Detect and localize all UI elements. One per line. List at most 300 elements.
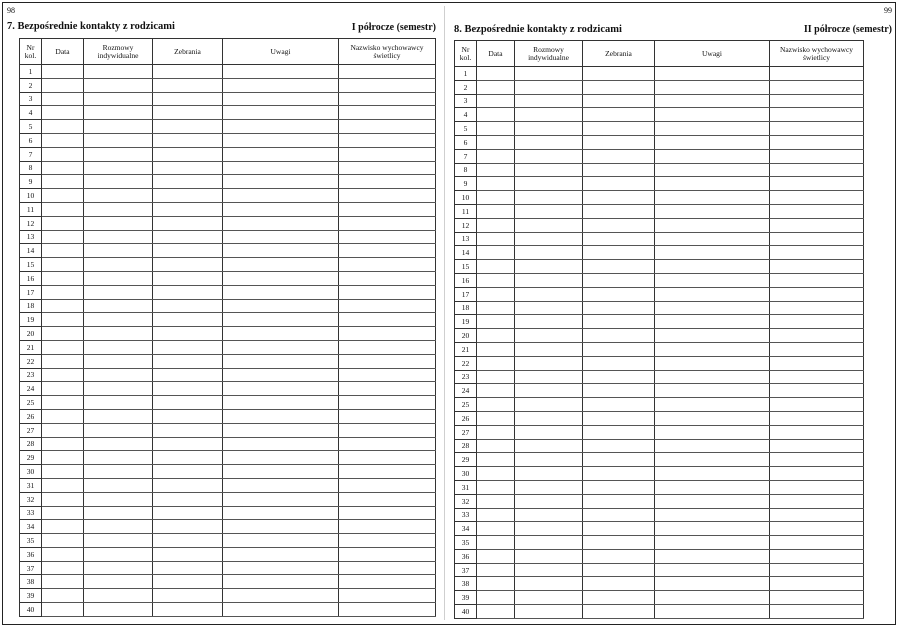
entry-cell[interactable]: [153, 437, 223, 451]
entry-cell[interactable]: [770, 329, 864, 343]
entry-cell[interactable]: [42, 603, 84, 617]
entry-cell[interactable]: [42, 520, 84, 534]
entry-cell[interactable]: [84, 78, 153, 92]
entry-cell[interactable]: [153, 285, 223, 299]
entry-cell[interactable]: [515, 356, 583, 370]
entry-cell[interactable]: [153, 368, 223, 382]
entry-cell[interactable]: [477, 508, 515, 522]
entry-cell[interactable]: [655, 204, 770, 218]
entry-cell[interactable]: [42, 258, 84, 272]
entry-cell[interactable]: [42, 575, 84, 589]
entry-cell[interactable]: [42, 175, 84, 189]
entry-cell[interactable]: [477, 80, 515, 94]
entry-cell[interactable]: [770, 204, 864, 218]
entry-cell[interactable]: [153, 271, 223, 285]
entry-cell[interactable]: [477, 315, 515, 329]
entry-cell[interactable]: [223, 327, 339, 341]
entry-cell[interactable]: [42, 354, 84, 368]
entry-cell[interactable]: [223, 271, 339, 285]
entry-cell[interactable]: [339, 327, 436, 341]
entry-cell[interactable]: [655, 191, 770, 205]
entry-cell[interactable]: [655, 246, 770, 260]
entry-cell[interactable]: [770, 122, 864, 136]
entry-cell[interactable]: [153, 506, 223, 520]
entry-cell[interactable]: [583, 467, 655, 481]
entry-cell[interactable]: [655, 439, 770, 453]
entry-cell[interactable]: [42, 340, 84, 354]
entry-cell[interactable]: [515, 135, 583, 149]
entry-cell[interactable]: [339, 230, 436, 244]
entry-cell[interactable]: [515, 67, 583, 81]
entry-cell[interactable]: [770, 287, 864, 301]
entry-cell[interactable]: [515, 467, 583, 481]
entry-cell[interactable]: [477, 94, 515, 108]
entry-cell[interactable]: [153, 65, 223, 79]
entry-cell[interactable]: [477, 480, 515, 494]
entry-cell[interactable]: [655, 536, 770, 550]
entry-cell[interactable]: [153, 575, 223, 589]
entry-cell[interactable]: [339, 465, 436, 479]
entry-cell[interactable]: [42, 327, 84, 341]
entry-cell[interactable]: [770, 356, 864, 370]
entry-cell[interactable]: [223, 368, 339, 382]
entry-cell[interactable]: [477, 260, 515, 274]
entry-cell[interactable]: [153, 354, 223, 368]
entry-cell[interactable]: [339, 437, 436, 451]
entry-cell[interactable]: [42, 92, 84, 106]
entry-cell[interactable]: [515, 232, 583, 246]
entry-cell[interactable]: [153, 547, 223, 561]
entry-cell[interactable]: [223, 520, 339, 534]
entry-cell[interactable]: [153, 244, 223, 258]
entry-cell[interactable]: [339, 382, 436, 396]
entry-cell[interactable]: [153, 382, 223, 396]
entry-cell[interactable]: [477, 356, 515, 370]
entry-cell[interactable]: [42, 78, 84, 92]
entry-cell[interactable]: [153, 396, 223, 410]
entry-cell[interactable]: [223, 575, 339, 589]
entry-cell[interactable]: [515, 494, 583, 508]
entry-cell[interactable]: [339, 271, 436, 285]
entry-cell[interactable]: [223, 78, 339, 92]
entry-cell[interactable]: [770, 218, 864, 232]
entry-cell[interactable]: [477, 536, 515, 550]
entry-cell[interactable]: [339, 340, 436, 354]
entry-cell[interactable]: [770, 411, 864, 425]
entry-cell[interactable]: [770, 563, 864, 577]
entry-cell[interactable]: [339, 285, 436, 299]
entry-cell[interactable]: [223, 492, 339, 506]
entry-cell[interactable]: [153, 202, 223, 216]
entry-cell[interactable]: [42, 561, 84, 575]
entry-cell[interactable]: [84, 561, 153, 575]
entry-cell[interactable]: [770, 163, 864, 177]
entry-cell[interactable]: [339, 575, 436, 589]
entry-cell[interactable]: [84, 575, 153, 589]
entry-cell[interactable]: [339, 161, 436, 175]
entry-cell[interactable]: [84, 437, 153, 451]
entry-cell[interactable]: [42, 589, 84, 603]
entry-cell[interactable]: [339, 368, 436, 382]
entry-cell[interactable]: [84, 92, 153, 106]
entry-cell[interactable]: [655, 122, 770, 136]
entry-cell[interactable]: [42, 133, 84, 147]
entry-cell[interactable]: [477, 67, 515, 81]
entry-cell[interactable]: [42, 396, 84, 410]
entry-cell[interactable]: [84, 547, 153, 561]
entry-cell[interactable]: [339, 120, 436, 134]
entry-cell[interactable]: [153, 561, 223, 575]
entry-cell[interactable]: [477, 204, 515, 218]
entry-cell[interactable]: [477, 287, 515, 301]
entry-cell[interactable]: [770, 425, 864, 439]
entry-cell[interactable]: [515, 508, 583, 522]
entry-cell[interactable]: [583, 563, 655, 577]
entry-cell[interactable]: [42, 65, 84, 79]
entry-cell[interactable]: [42, 478, 84, 492]
entry-cell[interactable]: [515, 536, 583, 550]
entry-cell[interactable]: [84, 603, 153, 617]
entry-cell[interactable]: [655, 398, 770, 412]
entry-cell[interactable]: [770, 177, 864, 191]
entry-cell[interactable]: [223, 285, 339, 299]
entry-cell[interactable]: [515, 301, 583, 315]
entry-cell[interactable]: [84, 340, 153, 354]
entry-cell[interactable]: [223, 465, 339, 479]
entry-cell[interactable]: [84, 327, 153, 341]
entry-cell[interactable]: [339, 506, 436, 520]
entry-cell[interactable]: [84, 354, 153, 368]
entry-cell[interactable]: [42, 547, 84, 561]
entry-cell[interactable]: [583, 384, 655, 398]
entry-cell[interactable]: [42, 437, 84, 451]
entry-cell[interactable]: [655, 522, 770, 536]
entry-cell[interactable]: [339, 78, 436, 92]
entry-cell[interactable]: [515, 287, 583, 301]
entry-cell[interactable]: [770, 453, 864, 467]
entry-cell[interactable]: [84, 465, 153, 479]
entry-cell[interactable]: [42, 271, 84, 285]
entry-cell[interactable]: [339, 547, 436, 561]
entry-cell[interactable]: [84, 202, 153, 216]
entry-cell[interactable]: [42, 244, 84, 258]
entry-cell[interactable]: [770, 577, 864, 591]
entry-cell[interactable]: [477, 439, 515, 453]
entry-cell[interactable]: [477, 494, 515, 508]
entry-cell[interactable]: [583, 94, 655, 108]
entry-cell[interactable]: [223, 230, 339, 244]
entry-cell[interactable]: [477, 342, 515, 356]
entry-cell[interactable]: [515, 149, 583, 163]
entry-cell[interactable]: [42, 106, 84, 120]
entry-cell[interactable]: [223, 202, 339, 216]
entry-cell[interactable]: [84, 216, 153, 230]
entry-cell[interactable]: [515, 273, 583, 287]
entry-cell[interactable]: [223, 65, 339, 79]
entry-cell[interactable]: [84, 534, 153, 548]
entry-cell[interactable]: [339, 106, 436, 120]
entry-cell[interactable]: [583, 508, 655, 522]
entry-cell[interactable]: [477, 218, 515, 232]
entry-cell[interactable]: [339, 589, 436, 603]
entry-cell[interactable]: [153, 534, 223, 548]
entry-cell[interactable]: [515, 122, 583, 136]
entry-cell[interactable]: [84, 299, 153, 313]
entry-cell[interactable]: [42, 492, 84, 506]
entry-cell[interactable]: [583, 439, 655, 453]
entry-cell[interactable]: [339, 313, 436, 327]
entry-cell[interactable]: [339, 396, 436, 410]
entry-cell[interactable]: [515, 398, 583, 412]
entry-cell[interactable]: [223, 313, 339, 327]
entry-cell[interactable]: [477, 122, 515, 136]
entry-cell[interactable]: [583, 494, 655, 508]
entry-cell[interactable]: [477, 329, 515, 343]
entry-cell[interactable]: [223, 547, 339, 561]
entry-cell[interactable]: [42, 299, 84, 313]
entry-cell[interactable]: [84, 285, 153, 299]
entry-cell[interactable]: [42, 216, 84, 230]
entry-cell[interactable]: [223, 423, 339, 437]
entry-cell[interactable]: [655, 94, 770, 108]
entry-cell[interactable]: [223, 120, 339, 134]
entry-cell[interactable]: [84, 271, 153, 285]
entry-cell[interactable]: [477, 232, 515, 246]
entry-cell[interactable]: [153, 299, 223, 313]
entry-cell[interactable]: [84, 589, 153, 603]
entry-cell[interactable]: [655, 108, 770, 122]
entry-cell[interactable]: [770, 273, 864, 287]
entry-cell[interactable]: [339, 147, 436, 161]
entry-cell[interactable]: [655, 508, 770, 522]
entry-cell[interactable]: [770, 439, 864, 453]
entry-cell[interactable]: [223, 216, 339, 230]
entry-cell[interactable]: [42, 230, 84, 244]
entry-cell[interactable]: [477, 453, 515, 467]
entry-cell[interactable]: [655, 218, 770, 232]
entry-cell[interactable]: [84, 478, 153, 492]
entry-cell[interactable]: [223, 299, 339, 313]
entry-cell[interactable]: [153, 603, 223, 617]
entry-cell[interactable]: [655, 273, 770, 287]
entry-cell[interactable]: [655, 549, 770, 563]
entry-cell[interactable]: [655, 135, 770, 149]
entry-cell[interactable]: [770, 591, 864, 605]
entry-cell[interactable]: [515, 260, 583, 274]
entry-cell[interactable]: [770, 301, 864, 315]
entry-cell[interactable]: [223, 589, 339, 603]
entry-cell[interactable]: [153, 478, 223, 492]
entry-cell[interactable]: [84, 230, 153, 244]
entry-cell[interactable]: [223, 603, 339, 617]
entry-cell[interactable]: [84, 175, 153, 189]
entry-cell[interactable]: [223, 258, 339, 272]
entry-cell[interactable]: [42, 313, 84, 327]
entry-cell[interactable]: [477, 577, 515, 591]
entry-cell[interactable]: [339, 354, 436, 368]
entry-cell[interactable]: [655, 356, 770, 370]
entry-cell[interactable]: [223, 409, 339, 423]
entry-cell[interactable]: [583, 591, 655, 605]
entry-cell[interactable]: [84, 189, 153, 203]
entry-cell[interactable]: [770, 108, 864, 122]
entry-cell[interactable]: [655, 260, 770, 274]
entry-cell[interactable]: [583, 204, 655, 218]
entry-cell[interactable]: [42, 147, 84, 161]
entry-cell[interactable]: [655, 370, 770, 384]
entry-cell[interactable]: [339, 92, 436, 106]
entry-cell[interactable]: [515, 80, 583, 94]
entry-cell[interactable]: [583, 522, 655, 536]
entry-cell[interactable]: [153, 161, 223, 175]
entry-cell[interactable]: [655, 494, 770, 508]
entry-cell[interactable]: [153, 92, 223, 106]
entry-cell[interactable]: [770, 536, 864, 550]
entry-cell[interactable]: [153, 465, 223, 479]
entry-cell[interactable]: [515, 94, 583, 108]
entry-cell[interactable]: [339, 423, 436, 437]
entry-cell[interactable]: [339, 258, 436, 272]
entry-cell[interactable]: [153, 78, 223, 92]
entry-cell[interactable]: [42, 161, 84, 175]
entry-cell[interactable]: [477, 177, 515, 191]
entry-cell[interactable]: [339, 65, 436, 79]
entry-cell[interactable]: [655, 301, 770, 315]
entry-cell[interactable]: [153, 313, 223, 327]
entry-cell[interactable]: [515, 425, 583, 439]
entry-cell[interactable]: [42, 120, 84, 134]
entry-cell[interactable]: [477, 191, 515, 205]
entry-cell[interactable]: [339, 133, 436, 147]
entry-cell[interactable]: [84, 106, 153, 120]
entry-cell[interactable]: [655, 232, 770, 246]
entry-cell[interactable]: [583, 80, 655, 94]
entry-cell[interactable]: [770, 467, 864, 481]
entry-cell[interactable]: [655, 425, 770, 439]
entry-cell[interactable]: [477, 591, 515, 605]
entry-cell[interactable]: [583, 122, 655, 136]
entry-cell[interactable]: [339, 216, 436, 230]
entry-cell[interactable]: [583, 232, 655, 246]
entry-cell[interactable]: [477, 108, 515, 122]
entry-cell[interactable]: [339, 189, 436, 203]
entry-cell[interactable]: [515, 384, 583, 398]
entry-cell[interactable]: [477, 149, 515, 163]
entry-cell[interactable]: [223, 451, 339, 465]
entry-cell[interactable]: [339, 603, 436, 617]
entry-cell[interactable]: [339, 409, 436, 423]
entry-cell[interactable]: [583, 549, 655, 563]
entry-cell[interactable]: [655, 67, 770, 81]
entry-cell[interactable]: [84, 506, 153, 520]
entry-cell[interactable]: [655, 329, 770, 343]
entry-cell[interactable]: [84, 492, 153, 506]
entry-cell[interactable]: [583, 411, 655, 425]
entry-cell[interactable]: [223, 506, 339, 520]
entry-cell[interactable]: [515, 591, 583, 605]
entry-cell[interactable]: [583, 577, 655, 591]
entry-cell[interactable]: [515, 563, 583, 577]
entry-cell[interactable]: [339, 202, 436, 216]
entry-cell[interactable]: [153, 175, 223, 189]
entry-cell[interactable]: [770, 232, 864, 246]
entry-cell[interactable]: [583, 425, 655, 439]
entry-cell[interactable]: [84, 147, 153, 161]
entry-cell[interactable]: [223, 133, 339, 147]
entry-cell[interactable]: [153, 258, 223, 272]
entry-cell[interactable]: [223, 340, 339, 354]
entry-cell[interactable]: [655, 342, 770, 356]
entry-cell[interactable]: [153, 492, 223, 506]
entry-cell[interactable]: [339, 175, 436, 189]
entry-cell[interactable]: [515, 605, 583, 619]
entry-cell[interactable]: [583, 480, 655, 494]
entry-cell[interactable]: [583, 536, 655, 550]
entry-cell[interactable]: [655, 467, 770, 481]
entry-cell[interactable]: [770, 494, 864, 508]
entry-cell[interactable]: [770, 384, 864, 398]
entry-cell[interactable]: [655, 80, 770, 94]
entry-cell[interactable]: [655, 605, 770, 619]
entry-cell[interactable]: [153, 133, 223, 147]
entry-cell[interactable]: [84, 423, 153, 437]
entry-cell[interactable]: [84, 120, 153, 134]
entry-cell[interactable]: [477, 411, 515, 425]
entry-cell[interactable]: [477, 398, 515, 412]
entry-cell[interactable]: [153, 451, 223, 465]
entry-cell[interactable]: [515, 108, 583, 122]
entry-cell[interactable]: [84, 451, 153, 465]
entry-cell[interactable]: [583, 191, 655, 205]
entry-cell[interactable]: [770, 94, 864, 108]
entry-cell[interactable]: [153, 409, 223, 423]
entry-cell[interactable]: [42, 423, 84, 437]
entry-cell[interactable]: [515, 163, 583, 177]
entry-cell[interactable]: [477, 549, 515, 563]
entry-cell[interactable]: [515, 218, 583, 232]
entry-cell[interactable]: [583, 67, 655, 81]
entry-cell[interactable]: [583, 246, 655, 260]
entry-cell[interactable]: [655, 591, 770, 605]
entry-cell[interactable]: [655, 577, 770, 591]
entry-cell[interactable]: [84, 313, 153, 327]
entry-cell[interactable]: [515, 480, 583, 494]
entry-cell[interactable]: [223, 175, 339, 189]
entry-cell[interactable]: [583, 177, 655, 191]
entry-cell[interactable]: [583, 273, 655, 287]
entry-cell[interactable]: [477, 563, 515, 577]
entry-cell[interactable]: [84, 520, 153, 534]
entry-cell[interactable]: [223, 382, 339, 396]
entry-cell[interactable]: [655, 563, 770, 577]
entry-cell[interactable]: [339, 534, 436, 548]
entry-cell[interactable]: [515, 177, 583, 191]
entry-cell[interactable]: [770, 370, 864, 384]
entry-cell[interactable]: [84, 161, 153, 175]
entry-cell[interactable]: [477, 273, 515, 287]
entry-cell[interactable]: [583, 329, 655, 343]
entry-cell[interactable]: [153, 106, 223, 120]
entry-cell[interactable]: [223, 161, 339, 175]
entry-cell[interactable]: [583, 260, 655, 274]
entry-cell[interactable]: [42, 409, 84, 423]
entry-cell[interactable]: [223, 534, 339, 548]
entry-cell[interactable]: [84, 409, 153, 423]
entry-cell[interactable]: [223, 189, 339, 203]
entry-cell[interactable]: [583, 301, 655, 315]
entry-cell[interactable]: [477, 246, 515, 260]
entry-cell[interactable]: [515, 204, 583, 218]
